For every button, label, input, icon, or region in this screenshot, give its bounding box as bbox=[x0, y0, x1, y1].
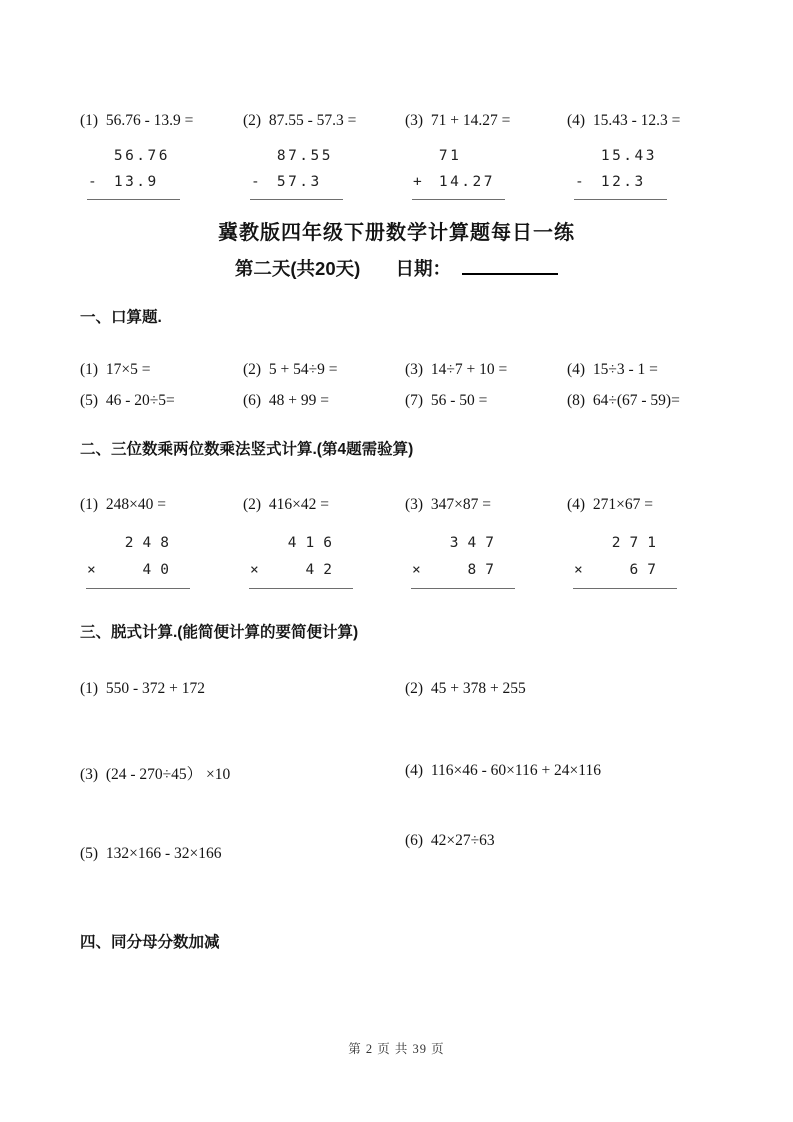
vcalc-bottom: 40 bbox=[142, 562, 178, 578]
section-heading-fractions: 四、同分母分数加减 bbox=[80, 934, 220, 951]
vcalc-top: 248 bbox=[124, 535, 178, 551]
vcalc-bottom: 42 bbox=[305, 562, 341, 578]
problem-expression: (1) 56.76 - 13.9 = bbox=[80, 112, 194, 129]
vcalc-bottom-row bbox=[411, 557, 515, 584]
vertical-calculation bbox=[86, 530, 190, 589]
problem-expression: (3) (24 - 270÷45） ×10 bbox=[80, 766, 231, 783]
vcalc-bottom: 57.3 bbox=[276, 174, 333, 190]
vcalc-top: 56.76 bbox=[113, 148, 170, 164]
problem-expression: (5) 132×166 - 32×166 bbox=[80, 845, 222, 862]
problem-expression: (6) 42×27÷63 bbox=[405, 832, 495, 849]
section-heading-multiplication: 二、三位数乘两位数乘法竖式计算.(第4题需验算) bbox=[80, 441, 414, 458]
problem-column bbox=[567, 496, 740, 589]
vcalc-op: × bbox=[250, 562, 268, 578]
problem-expression: (1) 248×40 = bbox=[80, 496, 166, 513]
problem-expression: (3) 14÷7 + 10 = bbox=[405, 361, 508, 378]
page-title: 冀教版四年级下册数学计算题每日一练 bbox=[218, 222, 575, 244]
vertical-calculation bbox=[250, 143, 343, 200]
section-heading-stepwise: 三、脱式计算.(能简便计算的要简便计算) bbox=[80, 624, 359, 641]
vcalc-top: 271 bbox=[611, 535, 665, 551]
vcalc-bottom-row bbox=[249, 557, 353, 584]
vertical-calculation bbox=[249, 530, 353, 589]
vcalc-bottom: 12.3 bbox=[600, 174, 657, 190]
vertical-calculation bbox=[412, 143, 505, 200]
vertical-calculation bbox=[574, 143, 667, 200]
vertical-calculation bbox=[573, 530, 677, 589]
problem-expression: (7) 56 - 50 = bbox=[405, 392, 488, 409]
problem-column bbox=[80, 112, 243, 200]
page-subtitle bbox=[0, 255, 793, 281]
problem-expression: (4) 116×46 - 60×116 + 24×116 bbox=[405, 762, 601, 779]
decimal-problems-row bbox=[80, 112, 740, 200]
stepwise-row bbox=[80, 832, 740, 863]
problem-expression: (5) 46 - 20÷5= bbox=[80, 392, 175, 409]
problem-column bbox=[405, 496, 567, 589]
vcalc-bottom-row bbox=[87, 169, 180, 195]
vcalc-op: + bbox=[413, 174, 425, 190]
vcalc-bottom: 14.27 bbox=[438, 174, 495, 190]
problem-expression: (2) 5 + 54÷9 = bbox=[243, 361, 338, 378]
vcalc-bottom: 13.9 bbox=[113, 174, 170, 190]
date-label: 日期： bbox=[395, 258, 451, 279]
vcalc-bottom-row bbox=[573, 557, 677, 584]
problem-expression: (4) 15.43 - 12.3 = bbox=[567, 112, 681, 129]
problem-column bbox=[405, 112, 567, 200]
problem-expression: (4) 15÷3 - 1 = bbox=[567, 361, 658, 378]
vertical-calculation bbox=[411, 530, 515, 589]
vcalc-bottom-row bbox=[86, 557, 190, 584]
vcalc-top: 347 bbox=[449, 535, 503, 551]
problem-column bbox=[243, 496, 405, 589]
vcalc-op: × bbox=[412, 562, 430, 578]
stepwise-row bbox=[80, 680, 740, 698]
day-label: 第二天(共20天) bbox=[234, 258, 361, 279]
vcalc-top: 416 bbox=[287, 535, 341, 551]
vcalc-op: - bbox=[88, 174, 100, 190]
problem-expression: (2) 45 + 378 + 255 bbox=[405, 680, 526, 697]
vcalc-top: 87.55 bbox=[276, 148, 333, 164]
vcalc-bottom-row bbox=[574, 169, 667, 195]
problem-expression: (1) 550 - 372 + 172 bbox=[80, 680, 205, 697]
vcalc-bottom: 67 bbox=[629, 562, 665, 578]
problem-expression: (1) 17×5 = bbox=[80, 361, 151, 378]
problem-column bbox=[243, 112, 405, 200]
vcalc-op: - bbox=[251, 174, 263, 190]
problem-expression: (3) 347×87 = bbox=[405, 496, 491, 513]
problem-expression: (2) 416×42 = bbox=[243, 496, 329, 513]
problem-expression: (8) 64÷(67 - 59)= bbox=[567, 392, 680, 409]
vertical-calculation bbox=[87, 143, 180, 200]
vcalc-op: - bbox=[575, 174, 587, 190]
problem-expression: (3) 71 + 14.27 = bbox=[405, 112, 511, 129]
section-heading-oral: 一、口算题. bbox=[80, 309, 162, 326]
multiplication-problems-row bbox=[80, 496, 740, 589]
problem-column bbox=[567, 112, 740, 200]
vcalc-op: × bbox=[87, 562, 105, 578]
problem-expression: (6) 48 + 99 = bbox=[243, 392, 329, 409]
problem-expression: (4) 271×67 = bbox=[567, 496, 653, 513]
vcalc-top: 71 bbox=[438, 148, 495, 164]
oral-problems-grid bbox=[80, 361, 740, 410]
page-number-footer: 第 2 页 共 39 页 bbox=[348, 1042, 445, 1056]
stepwise-row bbox=[80, 762, 740, 784]
vcalc-top: 15.43 bbox=[600, 148, 657, 164]
problem-expression: (2) 87.55 - 57.3 = bbox=[243, 112, 357, 129]
vcalc-bottom: 87 bbox=[467, 562, 503, 578]
problem-column bbox=[80, 496, 243, 589]
vcalc-bottom-row bbox=[412, 169, 505, 195]
date-blank-line bbox=[462, 273, 558, 275]
vcalc-bottom-row bbox=[250, 169, 343, 195]
vcalc-op: × bbox=[574, 562, 592, 578]
